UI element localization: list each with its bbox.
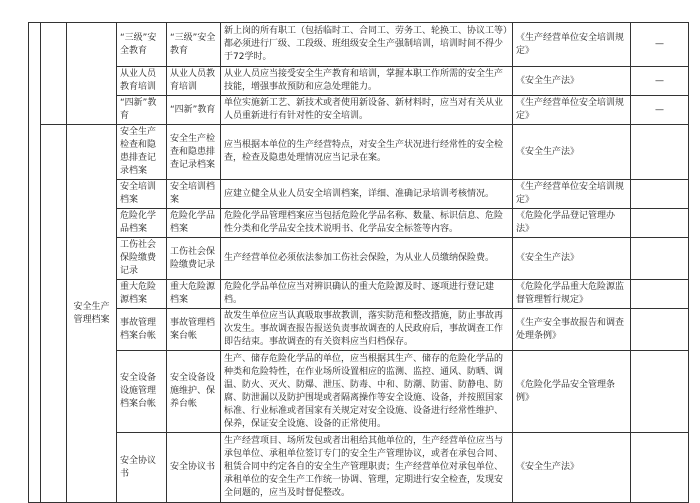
- law-cell: 《生产安全事故报告和调查处理条例》: [513, 309, 631, 351]
- law-cell: 《危险化学品登记管理办法》: [513, 209, 631, 238]
- law-cell: 《生产经营单位安全培训规定》: [513, 23, 631, 67]
- table-row: [29, 209, 689, 238]
- category-cell: 安全生产管理档案: [67, 125, 117, 503]
- requirement-cell: 生产经营单位必须依法参加工伤社会保险，为从业人员缴纳保险费。: [221, 238, 513, 280]
- blank-column-left: [29, 23, 41, 503]
- dash-mark: [631, 351, 689, 433]
- table-row: [29, 351, 689, 433]
- dash-mark: [631, 180, 689, 209]
- law-cell: 《安全生产法》: [513, 67, 631, 96]
- requirement-cell: 生产、储存危险化学品的单位，应当根据其生产、储存的危险化学品的种类和危险特性，在作业场所设置相应的监测、监控、通风、防晒、调温、防火、灭火、防爆、泄压、防毒、中和、防潮、防雷、防静电、防腐、防泄漏以及防护围堤或者隔离操作等安全设施、设备，并按照国家标准、行业标准或者国家有关规定对安全设施、设备进行经常性维护、保养，保证安全设施、设备的正常使用。: [221, 351, 513, 433]
- archive-name-cell: 重大危险源档案: [117, 280, 167, 309]
- dash-mark: [631, 309, 689, 351]
- dash-mark: [631, 280, 689, 309]
- dash-mark: [631, 238, 689, 280]
- blank-column-mid: [41, 125, 67, 503]
- requirement-cell: 从业人员应当接受安全生产教育和培训，掌握本职工作所需的安全生产技能，增强事故预防和应急处理能力。: [221, 67, 513, 96]
- dash-mark: [631, 125, 689, 180]
- dash-mark: —: [631, 23, 689, 67]
- archive-name-cell: “三级”安全教育: [117, 23, 167, 67]
- blank-category-cell: [67, 23, 117, 125]
- archive-name-cell: 危险化学品档案: [117, 209, 167, 238]
- record-name-cell: 安全设备设施维护、保养台帐: [167, 351, 221, 433]
- archive-name-cell: 安全培训档案: [117, 180, 167, 209]
- record-name-cell: “四新”教育: [167, 96, 221, 125]
- safety-archive-table: [28, 22, 689, 503]
- table-row: [29, 433, 689, 503]
- archive-name-cell: 工伤社会保险缴费记录: [117, 238, 167, 280]
- record-name-cell: “三级”安全教育: [167, 23, 221, 67]
- requirement-cell: 应当根据本单位的生产经营特点，对安全生产状况进行经常性的安全检查，检查及隐患处理情况应当记录在案。: [221, 125, 513, 180]
- record-name-cell: 从业人员教育培训: [167, 67, 221, 96]
- requirement-cell: 单位实施新工艺、新技术或者使用新设备、新材料时，应当对有关从业人员重新进行有针对性的安全培训。: [221, 96, 513, 125]
- archive-name-cell: 安全生产检查和隐患排查记录档案: [117, 125, 167, 180]
- dash-mark: [631, 433, 689, 503]
- requirement-cell: 应建立健全从业人员安全培训档案，详细、准确记录培训考核情况。: [221, 180, 513, 209]
- archive-name-cell: 事故管理档案台帐: [117, 309, 167, 351]
- law-cell: 《安全生产法》: [513, 125, 631, 180]
- dash-mark: —: [631, 67, 689, 96]
- record-name-cell: 工伤社会保险缴费记录: [167, 238, 221, 280]
- table-row: [29, 96, 689, 125]
- record-name-cell: 重大危险源档案: [167, 280, 221, 309]
- record-name-cell: 安全培训档案: [167, 180, 221, 209]
- law-cell: 《危险化学品安全管理条例》: [513, 351, 631, 433]
- law-cell: 《生产经营单位安全培训规定》: [513, 96, 631, 125]
- record-name-cell: 事故管理档案台帐: [167, 309, 221, 351]
- archive-name-cell: 从业人员教育培训: [117, 67, 167, 96]
- law-cell: 《安全生产法》: [513, 238, 631, 280]
- table-row: [29, 67, 689, 96]
- requirement-cell: 危险化学品单位应当对辨识确认的重大危险源及时、逐项进行登记建档。: [221, 280, 513, 309]
- record-name-cell: 危险化学品档案: [167, 209, 221, 238]
- archive-name-cell: “四新”教育: [117, 96, 167, 125]
- table-row: [29, 309, 689, 351]
- archive-name-cell: 安全设备设施管理档案台帐: [117, 351, 167, 433]
- dash-mark: [631, 209, 689, 238]
- record-name-cell: 安全生产检查和隐患排查记录档案: [167, 125, 221, 180]
- table-row: [29, 23, 689, 67]
- archive-name-cell: 安全协议书: [117, 433, 167, 503]
- blank-column-mid: [41, 23, 67, 125]
- requirement-cell: 故发生单位应当认真吸取事故教训，落实防范和整改措施，防止事故再次发生。事故调查报告报送负责事故调查的人民政府后，事故调查工作即告结束。事故调查的有关资料应当归档保存。: [221, 309, 513, 351]
- record-name-cell: 安全协议书: [167, 433, 221, 503]
- dash-mark: —: [631, 96, 689, 125]
- table-row: [29, 180, 689, 209]
- law-cell: 《安全生产法》: [513, 433, 631, 503]
- table-row: [29, 280, 689, 309]
- law-cell: 《生产经营单位安全培训规定》: [513, 180, 631, 209]
- requirement-cell: 生产经营项目、场所发包或者出租给其他单位的，生产经营单位应当与承包单位、承租单位签订专门的安全生产管理协议，或者在承包合同、租赁合同中约定各自的安全生产管理职责；生产经营单位对承包单位、承租单位的安全生产工作统一协调、管理，定期进行安全检查，发现安全问题的，应当及时督促整改。: [221, 433, 513, 503]
- law-cell: 《危险化学品重大危险源监督管理暂行规定》: [513, 280, 631, 309]
- table-row: [29, 125, 689, 180]
- table-row: [29, 238, 689, 280]
- requirement-cell: 危险化学品管理档案应当包括危险化学品名称、数量、标识信息、危险性分类和化学品安全技术说明书、化学品安全标签等内容。: [221, 209, 513, 238]
- requirement-cell: 新上岗的所有职工（包括临时工、合同工、劳务工、轮换工、协议工等）都必须进行厂级、工段级、班组级安全生产强制培训，培训时间不得少于72学时。: [221, 23, 513, 67]
